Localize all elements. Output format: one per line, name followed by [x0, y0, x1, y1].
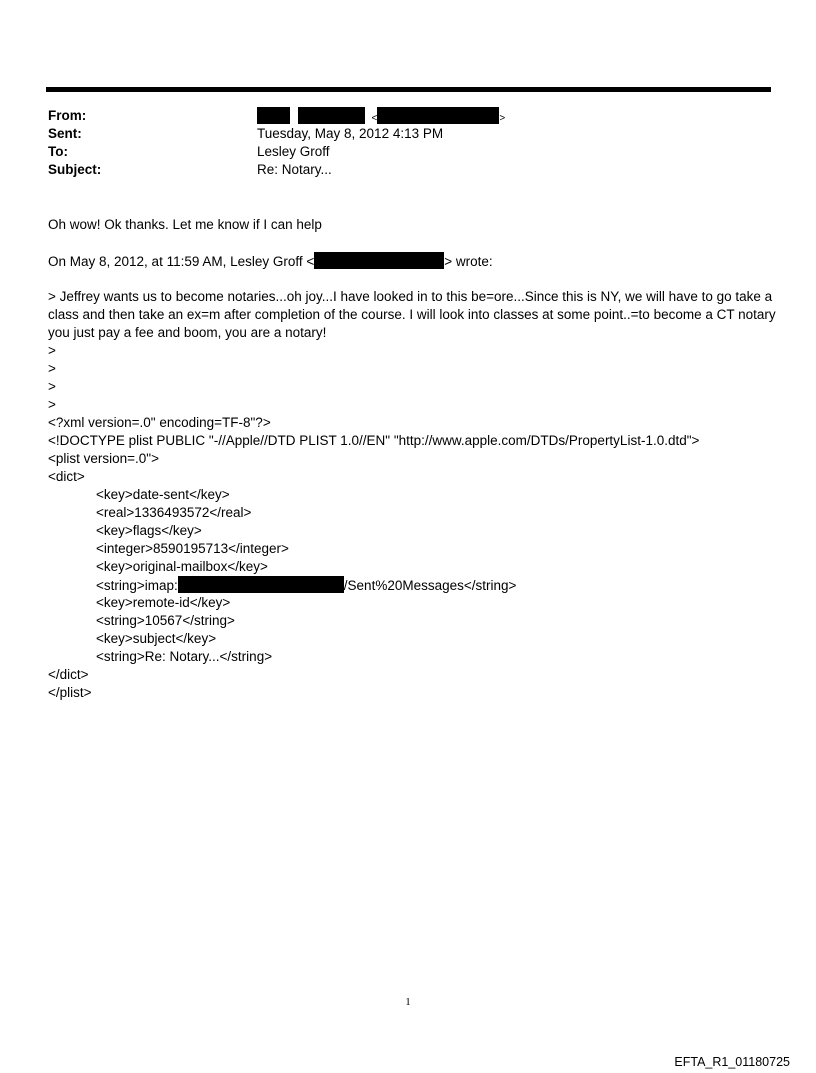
xml-line: <plist version=.0">	[48, 451, 159, 466]
quote-marker: >	[48, 379, 56, 394]
dict-line: <key>date-sent</key>	[96, 487, 230, 502]
attribution-after: > wrote:	[444, 254, 493, 269]
imap-after: /Sent%20Messages</string>	[343, 578, 517, 593]
xml-line: <?xml version=.0" encoding=TF-8"?>	[48, 415, 271, 430]
dict-line: <key>subject</key>	[96, 631, 217, 646]
dict-line: <integer>8590195713</integer>	[96, 541, 289, 556]
imap-before: <string>imap:	[96, 578, 178, 593]
dict-line: <string>Re: Notary...</string>	[96, 649, 273, 664]
page-number: 1	[405, 996, 411, 1008]
dict-line: <key>flags</key>	[96, 523, 202, 538]
quoted-message: > Jeffrey wants us to become notaries...oh joy...I have looked in to this be=ore...Since this is NY, we will have to go take a class and then take an ex=m after completion of the course. I will look into classes at some point..=to become a CT notary you just pay a fee and boom, you are a notary!	[48, 289, 776, 340]
redaction-box	[298, 107, 365, 124]
subject-value: Re: Notary...	[257, 162, 332, 177]
dict-line: <key>original-mailbox</key>	[96, 559, 268, 574]
closing-line: </plist>	[48, 685, 92, 700]
quote-marker: >	[48, 361, 56, 376]
to-label: To:	[48, 144, 68, 159]
imap-line	[48, 576, 699, 594]
closing-line: </dict>	[48, 667, 89, 682]
redaction-box	[314, 252, 444, 269]
reply-text: Oh wow! Ok thanks. Let me know if I can help	[48, 217, 322, 232]
attribution-before: On May 8, 2012, at 11:59 AM, Lesley Groff <	[48, 254, 315, 269]
dict-line: <real>1336493572</real>	[96, 505, 252, 520]
subject-label: Subject:	[48, 162, 102, 177]
document-id: EFTA_R1_01180725	[674, 1055, 790, 1069]
from-open-bracket: <	[371, 113, 378, 124]
redaction-box	[178, 576, 344, 593]
sent-value: Tuesday, May 8, 2012 4:13 PM	[257, 126, 444, 141]
from-label: From:	[48, 108, 87, 123]
to-value: Lesley Groff	[257, 144, 330, 159]
xml-line: <!DOCTYPE plist PUBLIC "-//Apple//DTD PLIST 1.0//EN" "http://www.apple.com/DTDs/PropertyList-1.0.dtd">	[48, 433, 700, 448]
sent-label: Sent:	[48, 126, 82, 141]
redaction-box	[377, 107, 499, 124]
plist-block	[48, 342, 699, 702]
from-close-bracket: >	[499, 113, 506, 124]
dict-line: <string>10567</string>	[96, 613, 235, 628]
dict-line: <key>remote-id</key>	[96, 595, 231, 610]
xml-line: <dict>	[48, 469, 85, 484]
header-rule	[46, 87, 771, 92]
redaction-box	[257, 107, 290, 124]
quote-marker: >	[48, 397, 56, 412]
attribution-line	[48, 252, 493, 271]
quote-marker: >	[48, 343, 56, 358]
